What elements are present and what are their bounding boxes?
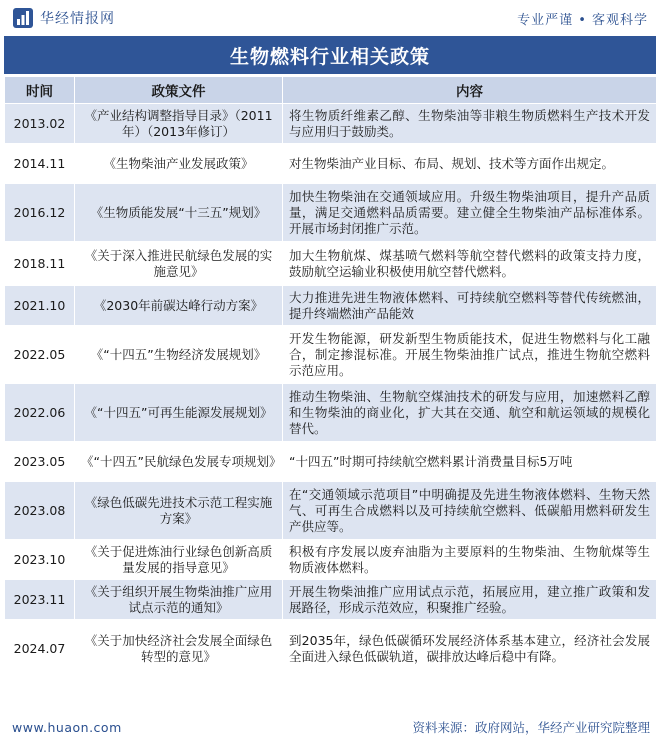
footer <box>0 712 660 742</box>
row-document: 《“十四五”民航绿色发展专项规划》 <box>75 442 283 482</box>
row-content: 加快生物柴油在交通领域应用。升级生物柴油项目，提升产品质量，满足交通燃料品质需要。建立健全生物柴油产品标准体系。开展市场封闭推广示范。 <box>283 184 657 242</box>
table-row <box>5 184 657 242</box>
row-time: 2023.05 <box>5 442 75 482</box>
brand-name: 华经情报网 <box>40 11 115 27</box>
row-time: 2016.12 <box>5 184 75 242</box>
row-time: 2023.10 <box>5 540 75 580</box>
row-content: 开展生物柴油推广应用试点示范，拓展应用，建立推广政策和发展路径，形成示范效应，积聚推广经验。 <box>283 580 657 620</box>
slogan: 专业严谨 • 客观科学 <box>517 12 648 28</box>
footer-url: www.huaon.com <box>12 719 122 735</box>
table-row <box>5 286 657 326</box>
table-row <box>5 326 657 384</box>
row-time: 2022.05 <box>5 326 75 384</box>
row-content: 在“交通领域示范项目”中明确提及先进生物液体燃料、生物天然气、可再生合成燃料以及可持续航空燃料、低碳船用燃料研发生产供应等。 <box>283 482 657 540</box>
row-content: 积极有序发展以废弃油脂为主要原料的生物柴油、生物航煤等生物质液体燃料。 <box>283 540 657 580</box>
row-content: 对生物柴油产业目标、布局、规划、技术等方面作出规定。 <box>283 144 657 184</box>
row-content: 将生物质纤维素乙醇、生物柴油等非粮生物质燃料生产技术开发与应用归于鼓励类。 <box>283 104 657 144</box>
column-header-time: 时间 <box>5 77 75 104</box>
column-header-document: 政策文件 <box>75 77 283 104</box>
table-row <box>5 540 657 580</box>
table-row <box>5 442 657 482</box>
row-document: 《关于促进炼油行业绿色创新高质量发展的指导意见》 <box>75 540 283 580</box>
row-content: 大力推进先进生物液体燃料、可持续航空燃料等替代传统燃油，提升终端燃油产品能效 <box>283 286 657 326</box>
row-time: 2013.02 <box>5 104 75 144</box>
table-row <box>5 384 657 442</box>
row-document: 《2030年前碳达峰行动方案》 <box>75 286 283 326</box>
table-row <box>5 620 657 678</box>
huajing-logo-icon <box>12 7 34 29</box>
row-content: 加大生物航煤、煤基喷气燃料等航空替代燃料的政策支持力度，鼓励航空运输业积极使用航空替代燃料。 <box>283 242 657 286</box>
row-time: 2021.10 <box>5 286 75 326</box>
row-time: 2023.08 <box>5 482 75 540</box>
row-time: 2014.11 <box>5 144 75 184</box>
row-time: 2024.07 <box>5 620 75 678</box>
row-document: 《“十四五”可再生能源发展规划》 <box>75 384 283 442</box>
policy-table <box>4 76 657 678</box>
row-document: 《关于加快经济社会发展全面绿色转型的意见》 <box>75 620 283 678</box>
row-document: 《“十四五”生物经济发展规划》 <box>75 326 283 384</box>
source-note: 资料来源：政府网站，华经产业研究院整理 <box>412 720 650 735</box>
row-content: 到2035年，绿色低碳循环发展经济体系基本建立，经济社会发展全面进入绿色低碳轨道，碳排放达峰后稳中有降。 <box>283 620 657 678</box>
row-content: “十四五”时期可持续航空燃料累计消费量目标5万吨 <box>283 442 657 482</box>
row-document: 《产业结构调整指导目录》（2011年）（2013年修订） <box>75 104 283 144</box>
column-header-content: 内容 <box>283 77 657 104</box>
table-header-row <box>5 77 657 104</box>
table-row <box>5 580 657 620</box>
row-document: 《生物质能发展“十三五”规划》 <box>75 184 283 242</box>
row-document: 《关于深入推进民航绿色发展的实施意见》 <box>75 242 283 286</box>
row-content: 开发生物能源，研发新型生物质能技术，促进生物燃料与化工融合，制定掺混标准。开展生物柴油推广试点，推进生物航空燃料示范应用。 <box>283 326 657 384</box>
top-bar <box>0 0 660 36</box>
row-time: 2018.11 <box>5 242 75 286</box>
table-row <box>5 482 657 540</box>
table-row <box>5 242 657 286</box>
row-document: 《关于组织开展生物柴油推广应用试点示范的通知》 <box>75 580 283 620</box>
table-row <box>5 144 657 184</box>
row-time: 2022.06 <box>5 384 75 442</box>
row-content: 推动生物柴油、生物航空煤油技术的研发与应用，加速燃料乙醇和生物柴油的商业化，扩大其在交通、航空和航运领域的规模化替代。 <box>283 384 657 442</box>
page-title: 生物燃料行业相关政策 <box>4 36 656 74</box>
row-document: 《生物柴油产业发展政策》 <box>75 144 283 184</box>
row-time: 2023.11 <box>5 580 75 620</box>
brand <box>12 7 115 29</box>
row-document: 《绿色低碳先进技术示范工程实施方案》 <box>75 482 283 540</box>
table-row <box>5 104 657 144</box>
